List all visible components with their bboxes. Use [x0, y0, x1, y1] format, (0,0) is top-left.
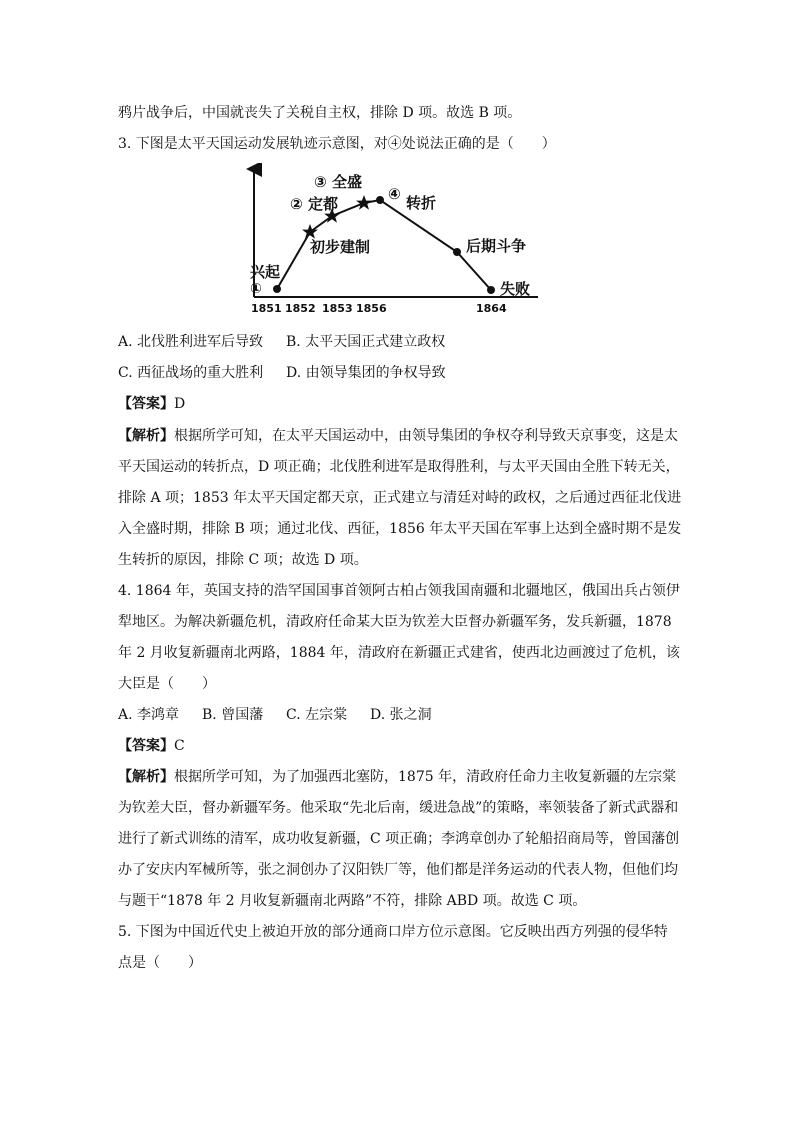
q3-analysis-line: 平天国运动的转折点，D 项正确；北伐胜利进军是取得胜利，与太平天国由全胜下转无关，	[118, 459, 680, 475]
year-1851: 1851	[251, 302, 282, 313]
q3-options-ab	[118, 333, 445, 351]
label-initial-system: 初步建制	[310, 238, 371, 256]
q5-stem-line: 5. 下图为中国近代史上被迫开放的部分通商口岸方位示意图。它反映出西方列强的侵华特	[118, 924, 668, 940]
q4-analysis-line: 与题干“1878 年 2 月收复新疆南北两路”不符，排除 ABD 项。故选 C 项。	[118, 893, 587, 909]
analysis-tag: 【解析】	[118, 769, 174, 785]
analysis-tag: 【解析】	[118, 428, 174, 444]
year-1856: 1856	[356, 302, 387, 313]
circled-4: ④	[388, 185, 401, 203]
star-1856	[356, 195, 372, 210]
label-rise: 兴起	[250, 263, 281, 281]
circled-2: ②	[290, 195, 303, 213]
q3-analysis-line: 【解析】根据所学可知，在太平天国运动中，由领导集团的争权夺利导致天京事变，这是太	[118, 428, 678, 444]
prev-answer-line: 鸦片战争后，中国就丧失了关税自主权，排除 D 项。故选 B 项。	[118, 105, 522, 121]
label-turn: 转折	[406, 194, 437, 212]
circled-3: ③	[314, 173, 327, 191]
point-turning	[376, 196, 384, 204]
q5-stem-line: 点是（ ）	[118, 955, 202, 971]
label-late-struggle: 后期斗争	[466, 237, 527, 255]
answer-tag: 【答案】	[118, 396, 174, 412]
q4-option-d: D. 张之洞	[370, 707, 432, 723]
q4-stem-line: 大臣是（ ）	[118, 676, 216, 692]
q3-options-cd	[118, 364, 446, 382]
q3-analysis-line: 生转折的原因，排除 C 项；故选 D 项。	[118, 552, 368, 568]
q4-analysis-line: 为钦差大臣，督办新疆军务。他采取“先北后南，缓进急战”的策略，率领装备了新式武器和	[118, 800, 679, 816]
point-late	[453, 248, 461, 256]
year-1864: 1864	[476, 302, 507, 313]
label-failure: 失败	[500, 280, 531, 298]
q4-stem-line: 4. 1864 年，英国支持的浩罕国国事首领阿古柏占领我国南疆和北疆地区，俄国出兵占领伊	[118, 583, 680, 599]
circled-1: ①	[250, 281, 262, 297]
q4-answer	[118, 737, 185, 755]
point-1851	[273, 285, 281, 293]
year-1852: 1852	[285, 302, 316, 313]
q3-answer	[118, 395, 185, 413]
q3-option-b: B. 太平天国正式建立政权	[286, 334, 446, 350]
q3-stem: 3. 下图是太平天国运动发展轨迹示意图，对④处说法正确的是（ ）	[118, 136, 556, 152]
q3-option-a: A. 北伐胜利进军后导致	[118, 334, 264, 350]
point-1864	[487, 286, 495, 294]
label-peak: 全盛	[332, 173, 363, 191]
answer-value: C	[174, 738, 185, 754]
q4-option-c: C. 左宗棠	[286, 707, 348, 723]
q4-option-a: A. 李鸿章	[118, 707, 180, 723]
q4-analysis-line: 【解析】根据所学可知，为了加强西北塞防，1875 年，清政府任命力主收复新疆的左宗棠	[118, 769, 677, 785]
q4-analysis-line: 进行了新式训练的清军，成功收复新疆，C 项正确；李鸿章创办了轮船招商局等，曾国藩创	[118, 831, 680, 847]
taiping-trajectory-diagram	[244, 163, 544, 313]
label-capital: 定都	[308, 195, 339, 213]
q4-stem-line: 犁地区。为解决新疆危机，清政府任命某大臣为钦差大臣督办新疆军务，发兵新疆，1878	[118, 614, 672, 630]
answer-value: D	[174, 396, 186, 412]
q3-analysis-line: 入全盛时期，排除 B 项；通过北伐、西征，1856 年太平天国在军事上达到全盛时期不是发	[118, 521, 682, 537]
q3-analysis-line: 排除 A 项；1853 年太平天国定都天京，正式建立与清廷对峙的政权，之后通过西征北伐进	[118, 490, 682, 506]
answer-tag: 【答案】	[118, 738, 174, 754]
q3-option-c: C. 西征战场的重大胜利	[118, 365, 264, 381]
q4-analysis-line: 办了安庆内军械所等，张之洞创办了汉阳铁厂等，他们都是洋务运动的代表人物，但他们均	[118, 862, 678, 878]
q4-options	[118, 706, 432, 724]
q4-stem-line: 年 2 月收复新疆南北两路，1884 年，清政府在新疆正式建省，使西北边画渡过了危机，该	[118, 645, 680, 661]
q4-option-b: B. 曾国藩	[202, 707, 264, 723]
q3-option-d: D. 由领导集团的争权导致	[286, 365, 446, 381]
year-1853: 1853	[322, 302, 353, 313]
star-1852	[302, 224, 318, 239]
